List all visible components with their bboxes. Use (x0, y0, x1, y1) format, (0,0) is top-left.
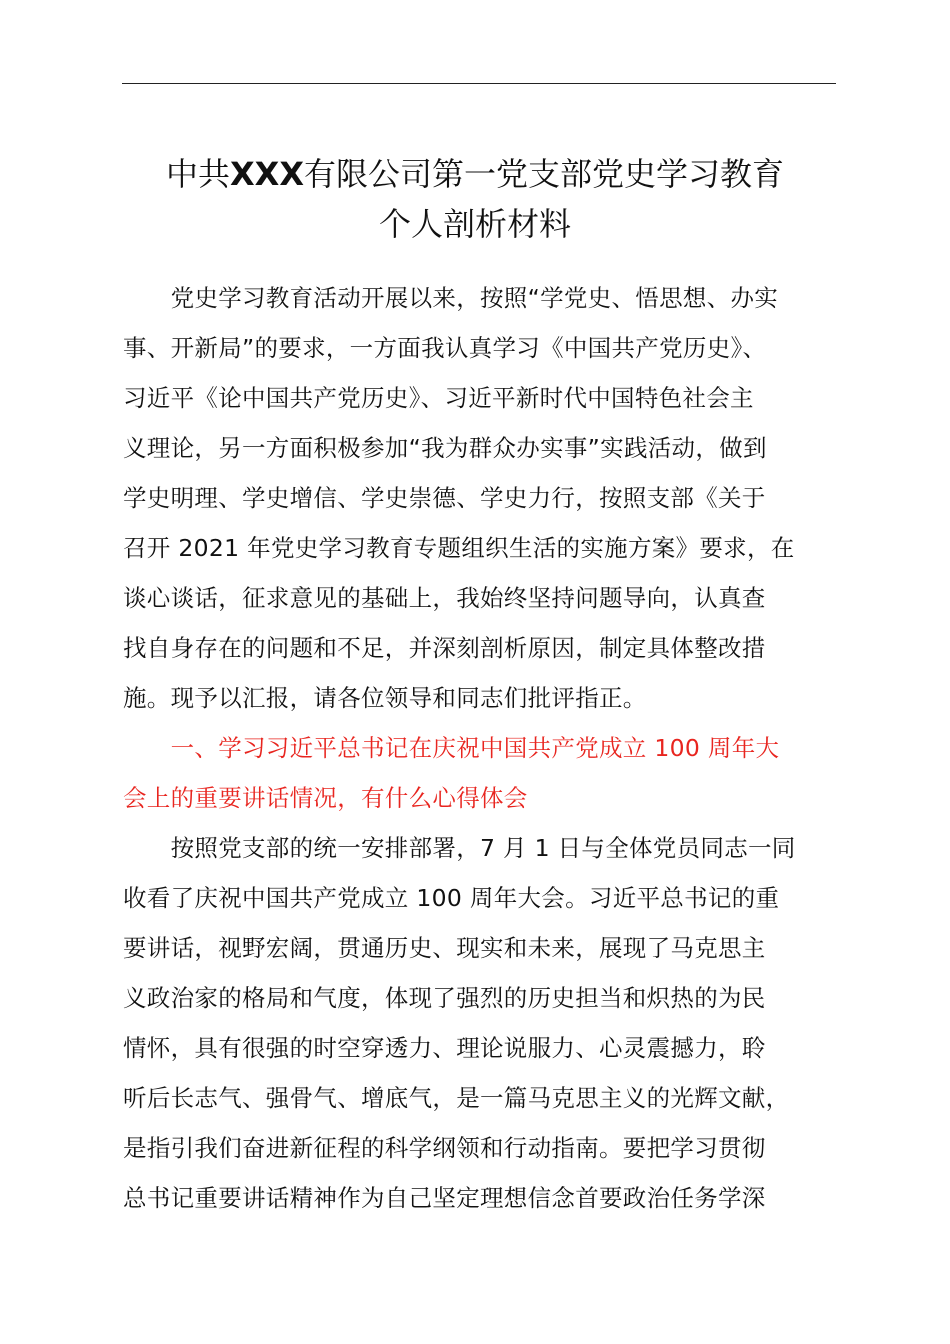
title-prefix: 中共 (165, 155, 230, 193)
top-rule (122, 83, 836, 84)
document-title-line-2: 个人剖析材料 (378, 205, 571, 243)
paragraph-line: 义理论，另一方面积极参加“我为群众办实事”实践活动，做到 (123, 434, 767, 462)
title-company-placeholder: XXX (229, 155, 304, 193)
paragraph-line: 事、开新局”的要求，一方面我认真学习《中国共产党历史》、 (123, 334, 767, 362)
paragraph-line: 听后长志气、强骨气、增底气，是一篇马克思主义的光辉文献， (123, 1084, 790, 1112)
paragraph-line: 找自身存在的问题和不足，并深刻剖析原因，制定具体整改措 (123, 634, 766, 662)
paragraph-line: 总书记重要讲话精神作为自己坚定理想信念首要政治任务学深 (123, 1184, 766, 1212)
section-heading-line: 一、学习习近平总书记在庆祝中国共产党成立 100 周年大 (123, 734, 780, 762)
title-suffix: 有限公司第一党支部党史学习教育 (304, 155, 785, 193)
paragraph-line: 习近平《论中国共产党历史》、习近平新时代中国特色社会主 (123, 384, 754, 412)
paragraph-line: 情怀，具有很强的时空穿透力、理论说服力、心灵震撼力，聆 (123, 1034, 766, 1062)
paragraph-line: 是指引我们奋进新征程的科学纲领和行动指南。要把学习贯彻 (123, 1134, 766, 1162)
section-heading-line: 会上的重要讲话情况，有什么心得体会 (123, 784, 528, 812)
paragraph-line: 按照党支部的统一安排部署，7 月 1 日与全体党员同志一同 (123, 834, 796, 862)
paragraph-line: 要讲话，视野宏阔，贯通历史、现实和未来，展现了马克思主 (123, 934, 766, 962)
paragraph-line: 谈心谈话，征求意见的基础上，我始终坚持问题导向，认真查 (123, 584, 766, 612)
paragraph-line: 义政治家的格局和气度，体现了强烈的历史担当和炽热的为民 (123, 984, 766, 1012)
paragraph-line: 召开 2021 年党史学习教育专题组织生活的实施方案》要求，在 (123, 534, 795, 562)
paragraph-line: 学史明理、学史增信、学史崇德、学史力行，按照支部《关于 (123, 484, 766, 512)
paragraph-line: 党史学习教育活动开展以来，按照“学党史、悟思想、办实 (123, 284, 779, 312)
paragraph-line: 施。现予以汇报，请各位领导和同志们批评指正。 (123, 684, 647, 712)
document-title-line-1 (100, 150, 850, 198)
paragraph-line: 收看了庆祝中国共产党成立 100 周年大会。习近平总书记的重 (123, 884, 780, 912)
